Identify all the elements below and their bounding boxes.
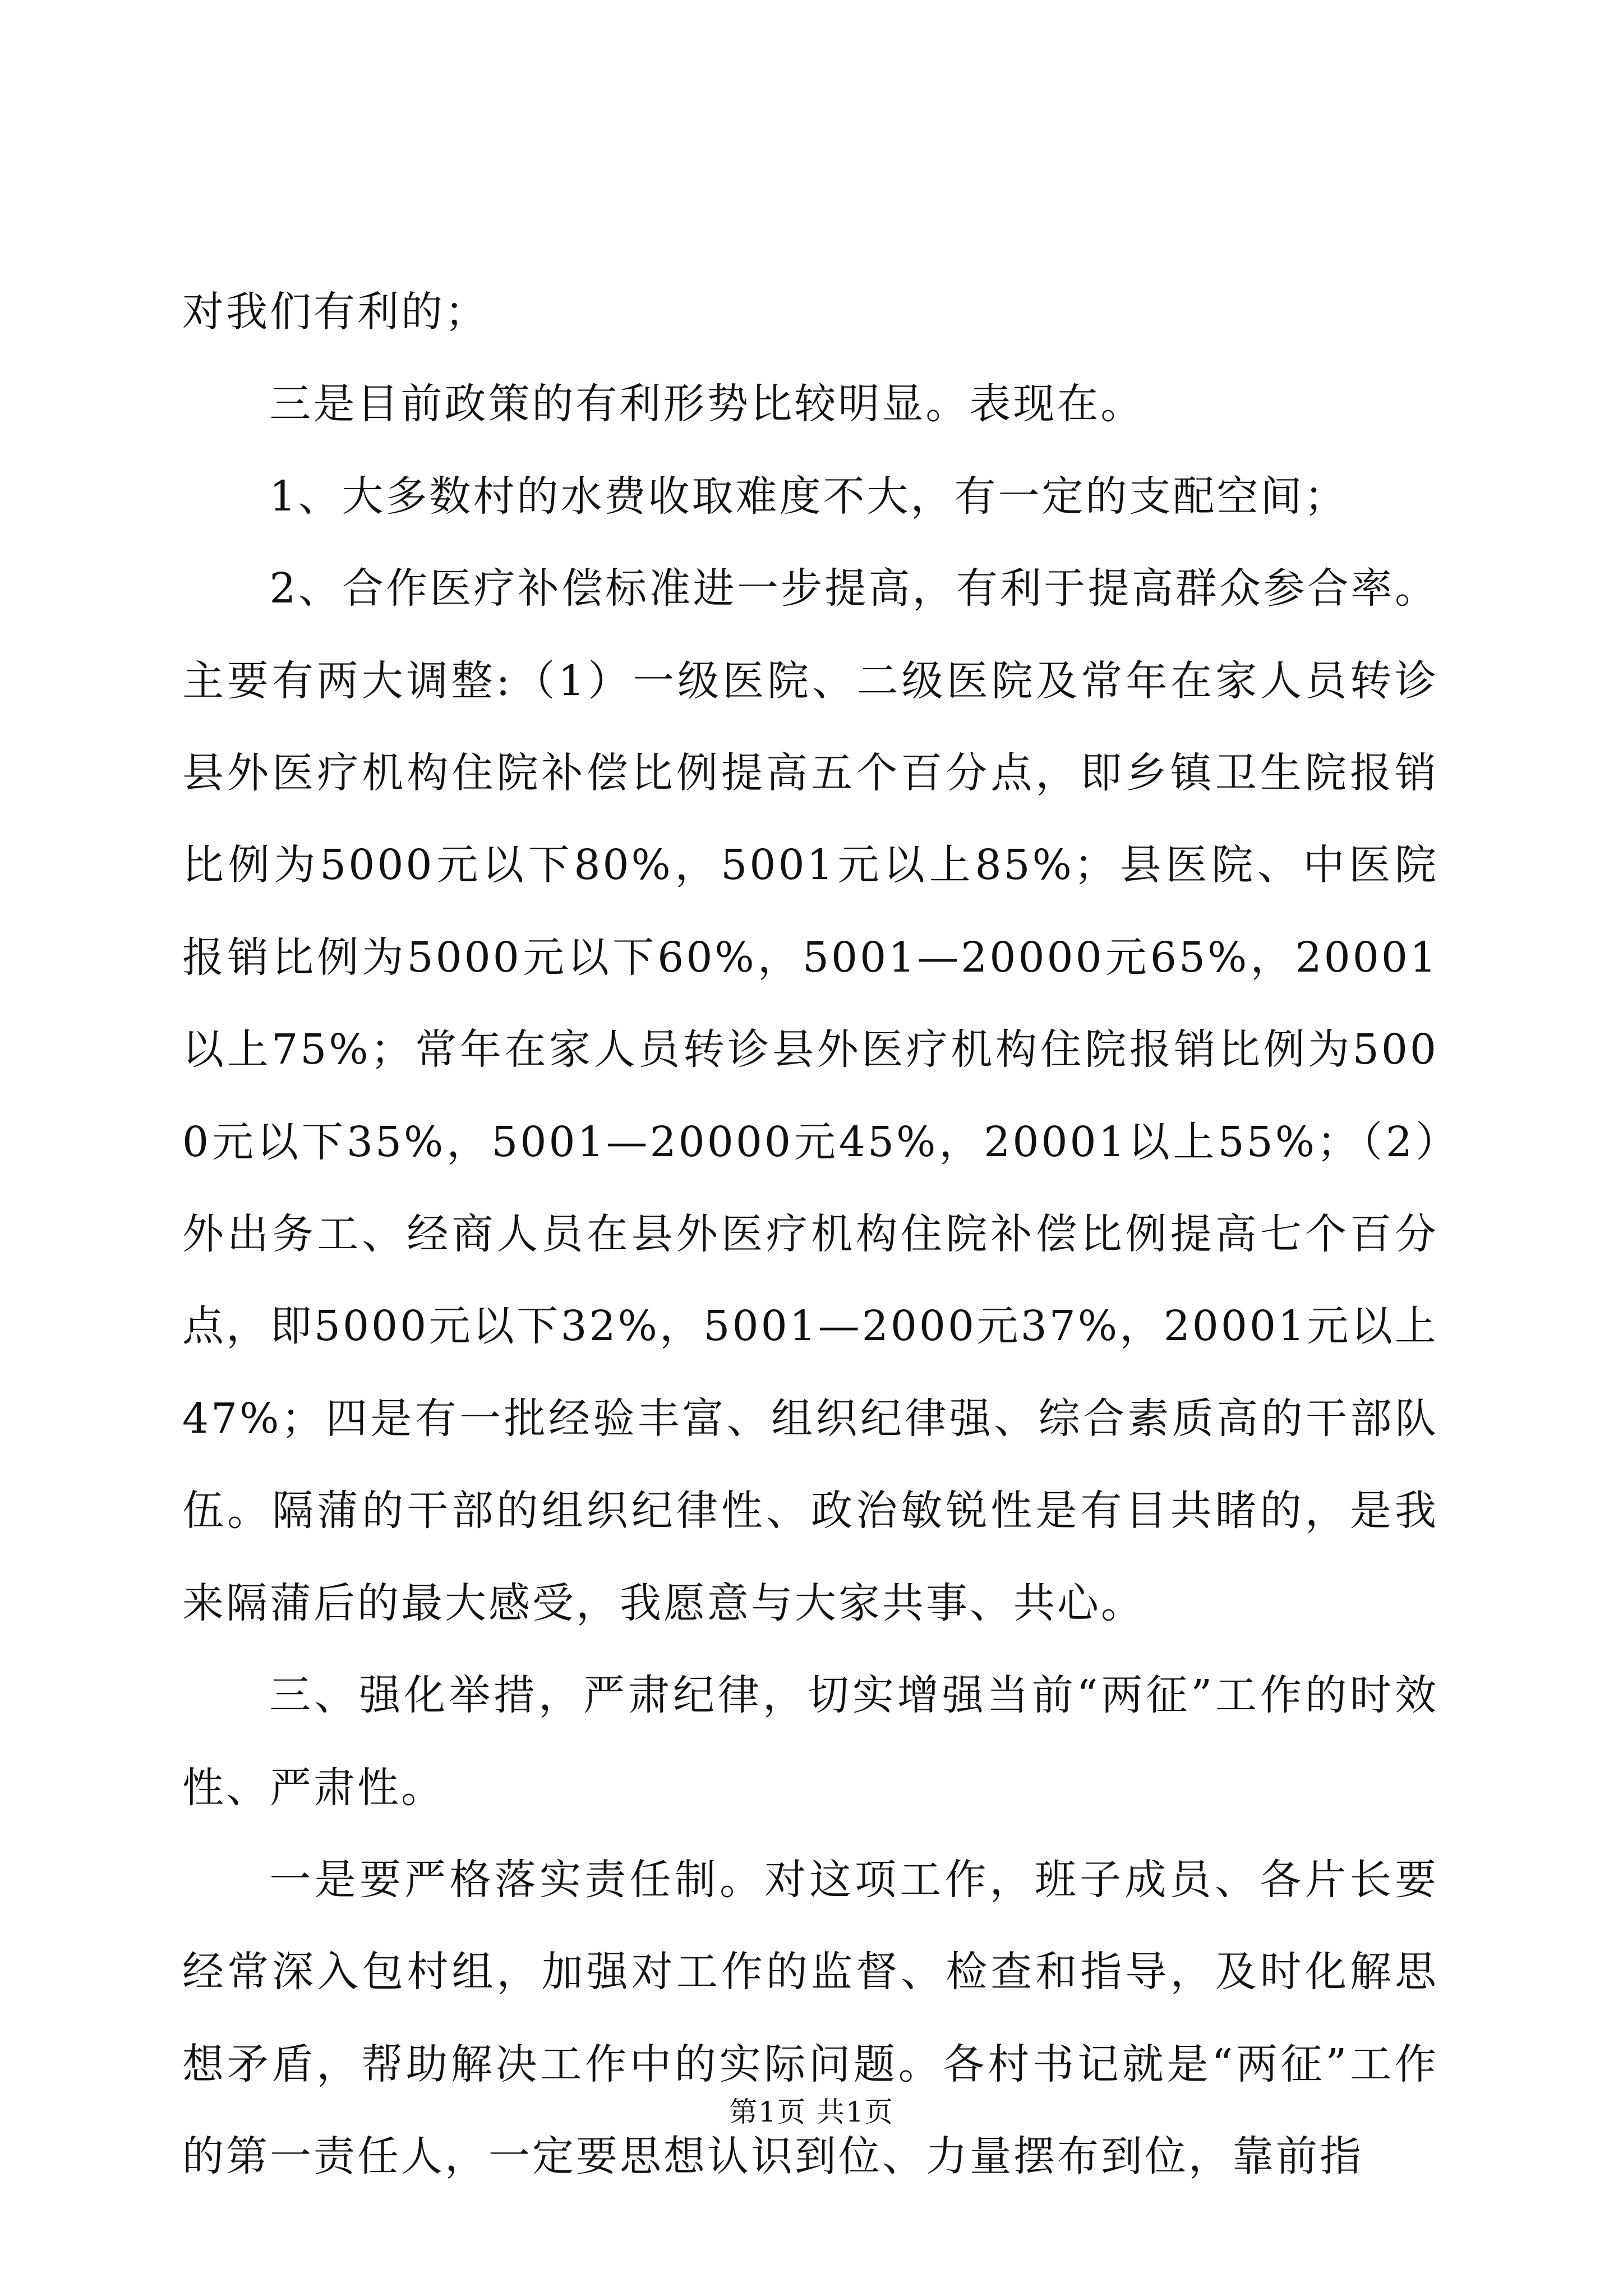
paragraph-medical-compensation: 2、合作医疗补偿标准进一步提高，有利于提高群众参合率。主要有两大调整:（1）一级医院、二级医院及常年在家人员转诊县外医疗机构住院补偿比例提高五个百分点，即乡镇卫生院报销比例为5000元以下80%，5001元以上85%；县医院、中医院报销比例为5000元以下60%，5001—20000元65%，20001以上75%；常年在家人员转诊县外医疗机构住院报销比例为5000元以下35%，5001—20000元45%，20001以上55%；（2）外出务工、经商人员在县外医疗机构住院补偿比例提高七个百分点，即5000元以下32%，5001—2000元37%，20001元以上47%；四是有一批经验丰富、组织纪律强、综合素质高的干部队伍。隔蒲的干部的组织纪律性、政治敏锐性是有目共睹的，是我来隔蒲后的最大感受，我愿意与大家共事、共心。 [182,564,1438,1627]
paragraph-water-fee: 1、大多数村的水费收取难度不大，有一定的支配空间； [269,472,1348,521]
paragraph-continuation: 对我们有利的； [182,288,488,336]
paragraph-policy-advantage: 三是目前政策的有利形势比较明显。表现在。 [269,380,1145,429]
paragraph-responsibility: 一是要严格落实责任制。对这项工作，班子成员、各片长要经常深入包村组，加强对工作的监督、检查和指导，及时化解思想矛盾，帮助解决工作中的实际问题。各村书记就是“两征”工作的第一责任人，一定要思想认识到位、力量摆布到位，靠前指 [182,1855,1438,2181]
document-body [182,266,1438,2203]
section-heading-measures: 三、强化举措，严肃纪律，切实增强当前“两征”工作的时效性、严肃性。 [182,1671,1438,1812]
page-footer: 第1页 共1页 [729,2096,894,2128]
